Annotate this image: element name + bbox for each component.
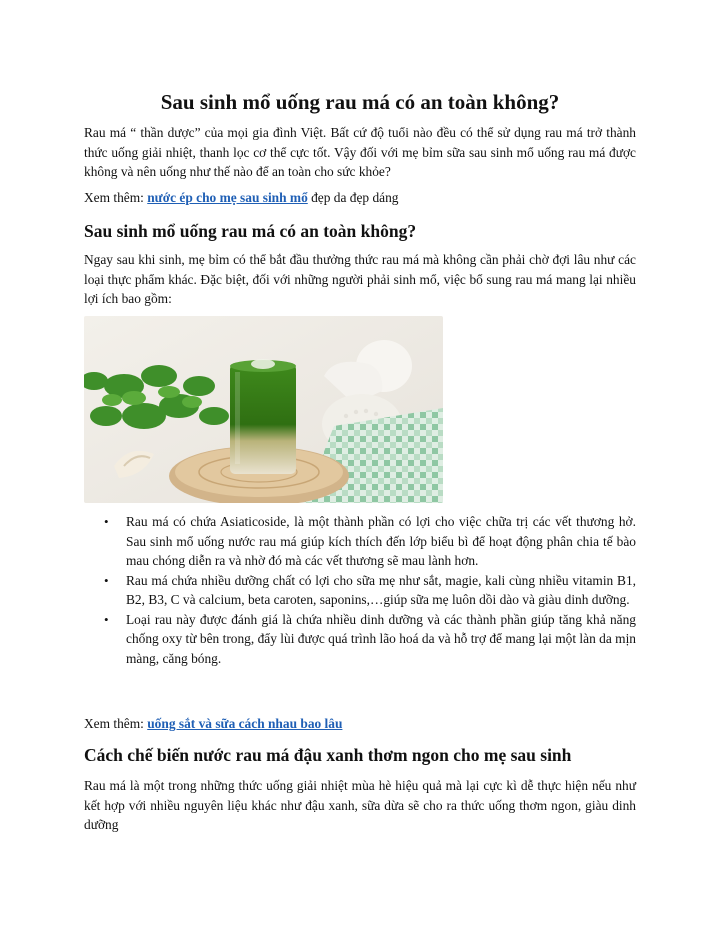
section2-paragraph: Rau má là một trong những thức uống giải nhiệt mùa hè hiệu quả mà lại cực kì dễ thực hiện nếu như kết hợp với nhiều nguyên liệu khác như đậu xanh, sữa dừa sẽ cho ra thức uống thơm ngon, giàu dinh dưỡng	[84, 778, 636, 832]
section-heading-1: Sau sinh mổ uống rau má có an toàn không?	[84, 221, 417, 241]
list-item: • Rau má có chứa Asiaticoside, là một thành phần có lợi cho việc chữa trị các vết thương hở. Sau sinh mổ uống nước rau má giúp kích thích đến lớp biểu bì để hoạt động phân chia tế bào mau chóng diễn ra và nhờ đó mà các vết thương sẽ mau lành hơn.	[104, 514, 636, 568]
list-item: • Loại rau này được đánh giá là chứa nhiều dinh dưỡng và các thành phần giúp tăng khả năng chống oxy từ bên trong, đẩy lùi được quá trình lão hoá da và hỗ trợ để mang lại một làn da mịn màng, căng bóng.	[104, 611, 636, 666]
page-title: Sau sinh mổ uống rau má có an toàn không?	[160, 90, 560, 114]
see-more-prefix: Xem thêm:	[84, 190, 148, 205]
benefits-list	[84, 512, 636, 668]
bullet-icon: •	[104, 611, 109, 627]
section1-paragraph: Ngay sau khi sinh, mẹ bỉm có thể bắt đầu thưởng thức rau má mà không cần phải chờ đợi lâu như các loại thực phẩm khác. Đặc biệt, đối với những người phải sinh mổ, việc bổ sung rau má mang lại nhiều lợi ích bao gồm:	[84, 252, 636, 306]
section-heading-2: Cách chế biến nước rau má đậu xanh thơm ngon cho mẹ sau sinh	[84, 745, 572, 765]
link-uong-sat-va-sua[interactable]: uống sắt và sữa cách nhau bao lâu	[147, 716, 343, 731]
list-item: • Rau má chứa nhiều dưỡng chất có lợi cho sữa mẹ như sắt, magie, kali cùng nhiều vitamin B1, B2, B3, C và calcium, beta caroten, saponins,…giúp sữa mẹ luôn dồi dào và giàu dinh dưỡng.	[104, 572, 636, 607]
see-more-line-1	[84, 188, 636, 208]
bullet-icon: •	[104, 514, 109, 529]
see-more-prefix: Xem thêm:	[84, 716, 148, 731]
bullet-icon: •	[104, 572, 109, 588]
intro-paragraph: Rau má “ thần dược” của mọi gia đình Việt. Bất cứ độ tuổi nào đều có thể sử dụng rau má trở thành thức uống giải nhiệt, thanh lọc cơ thể cực tốt. Vậy đối với mẹ bỉm sữa sau sinh mổ uống rau má được không và nên uống như thế nào để an toàn cho sức khỏe?	[84, 125, 636, 179]
see-more-line-2	[84, 714, 636, 734]
link-nuoc-ep-sau-sinh-mo[interactable]: nước ép cho mẹ sau sinh mổ	[147, 190, 308, 205]
see-more-suffix: đẹp da đẹp dáng	[307, 190, 399, 205]
rau-ma-drink-photo	[84, 316, 443, 503]
